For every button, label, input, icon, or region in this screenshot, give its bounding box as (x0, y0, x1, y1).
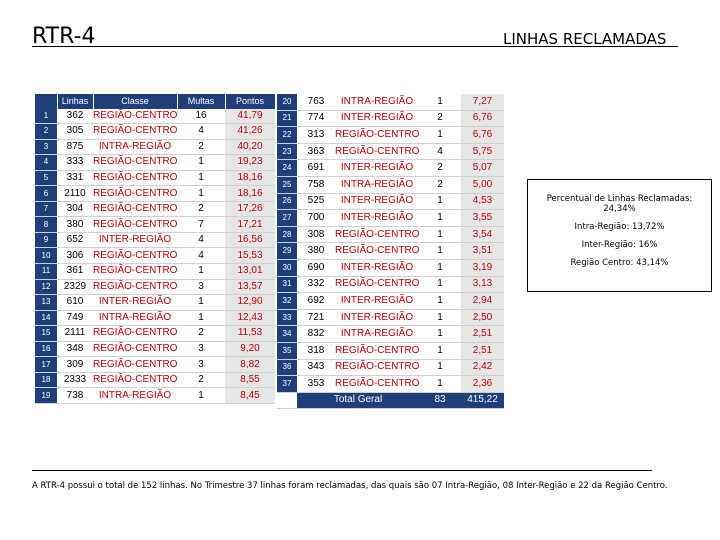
row-classe: INTER-REGIÃO (335, 160, 419, 177)
row-classe: REGIÃO-CENTRO (93, 201, 177, 217)
row-index: 9 (35, 232, 57, 248)
row-linha: 525 (297, 193, 335, 210)
row-linha: 758 (297, 176, 335, 193)
row-index: 35 (277, 342, 297, 359)
row-pontos: 18,16 (225, 186, 275, 202)
table-row (277, 342, 504, 359)
row-pontos: 13,57 (225, 279, 275, 295)
table-row (277, 94, 504, 110)
table-row (35, 201, 275, 217)
row-classe: REGIÃO-CENTRO (335, 143, 419, 160)
row-classe: REGIÃO-CENTRO (335, 359, 419, 376)
row-linha: 2111 (57, 326, 93, 342)
row-pontos: 2,94 (461, 293, 504, 310)
row-linha: 331 (57, 170, 93, 186)
row-classe: REGIÃO-CENTRO (93, 279, 177, 295)
table-row (35, 279, 275, 295)
row-multas: 2 (419, 176, 461, 193)
total-pontos: 415,22 (461, 392, 504, 409)
row-index: 6 (35, 186, 57, 202)
row-index: 21 (277, 110, 297, 127)
percentage-box (527, 179, 712, 292)
row-multas: 1 (419, 342, 461, 359)
row-linha: 348 (57, 341, 93, 357)
row-linha: 353 (297, 376, 335, 393)
row-multas: 4 (177, 232, 225, 248)
row-classe: REGIÃO-CENTRO (335, 276, 419, 293)
table-row (277, 160, 504, 177)
row-classe: INTER-REGIÃO (93, 232, 177, 248)
table-row (35, 124, 275, 140)
row-multas: 4 (177, 124, 225, 140)
row-multas: 1 (419, 259, 461, 276)
row-linha: 690 (297, 259, 335, 276)
row-linha: 2333 (57, 372, 93, 388)
row-index: 29 (277, 243, 297, 260)
table-row (35, 232, 275, 248)
row-index: 5 (35, 170, 57, 186)
row-multas: 1 (419, 376, 461, 393)
row-pontos: 12,90 (225, 295, 275, 311)
row-multas: 4 (419, 143, 461, 160)
row-classe: INTER-REGIÃO (335, 193, 419, 210)
row-pontos: 17,26 (225, 201, 275, 217)
row-linha: 832 (297, 326, 335, 343)
row-linha: 332 (297, 276, 335, 293)
row-multas: 1 (419, 309, 461, 326)
header-linhas: Linhas (57, 94, 93, 109)
row-classe: REGIÃO-CENTRO (93, 124, 177, 140)
row-pontos: 8,82 (225, 357, 275, 373)
row-index: 27 (277, 210, 297, 227)
table-row (35, 310, 275, 326)
row-linha: 313 (297, 127, 335, 144)
table-row (277, 293, 504, 310)
row-multas: 1 (419, 326, 461, 343)
table-row (35, 341, 275, 357)
row-classe: REGIÃO-CENTRO (93, 372, 177, 388)
row-index: 16 (35, 341, 57, 357)
row-pontos: 2,42 (461, 359, 504, 376)
table-row (35, 155, 275, 171)
row-linha: 305 (57, 124, 93, 140)
row-multas: 1 (419, 193, 461, 210)
row-linha: 361 (57, 264, 93, 280)
row-multas: 2 (177, 372, 225, 388)
row-pontos: 17,21 (225, 217, 275, 233)
row-multas: 1 (177, 310, 225, 326)
row-index: 8 (35, 217, 57, 233)
row-index: 19 (35, 388, 57, 404)
row-linha: 875 (57, 139, 93, 155)
row-index: 14 (35, 310, 57, 326)
row-index: 12 (35, 279, 57, 295)
table-row (277, 127, 504, 144)
total-index (277, 392, 297, 409)
row-classe: INTRA-REGIÃO (335, 176, 419, 193)
row-linha: 610 (57, 295, 93, 311)
row-index: 37 (277, 376, 297, 393)
table-row (277, 309, 504, 326)
percentage-inter: Inter-Região: 16% (581, 240, 658, 250)
row-linha: 692 (297, 293, 335, 310)
row-multas: 1 (419, 226, 461, 243)
complaints-table-left (35, 94, 276, 404)
table-row (277, 176, 504, 193)
row-classe: INTER-REGIÃO (93, 295, 177, 311)
row-linha: 309 (57, 357, 93, 373)
table-row (277, 359, 504, 376)
row-pontos: 19,23 (225, 155, 275, 171)
row-pontos: 3,51 (461, 243, 504, 260)
row-linha: 738 (57, 388, 93, 404)
footer-text: A RTR-4 possui o total de 152 linhas. No Trimestre 37 linhas foram reclamadas, das quais são 07 Intra-Região, 08 Inter-Região e 22 da Região Centro. (32, 481, 668, 491)
percentage-centro: Região Centro: 43,14% (570, 258, 669, 268)
table-row (35, 248, 275, 264)
row-multas: 2 (419, 160, 461, 177)
row-multas: 1 (419, 243, 461, 260)
row-classe: REGIÃO-CENTRO (335, 127, 419, 144)
row-pontos: 6,76 (461, 127, 504, 144)
row-pontos: 7,27 (461, 94, 504, 110)
row-linha: 700 (297, 210, 335, 227)
row-classe: INTRA-REGIÃO (93, 310, 177, 326)
table-row (277, 193, 504, 210)
row-pontos: 2,36 (461, 376, 504, 393)
footer-divider (32, 470, 652, 471)
row-multas: 1 (419, 210, 461, 227)
row-multas: 1 (419, 94, 461, 110)
table-row (277, 210, 504, 227)
table-header-row (35, 94, 275, 109)
row-index: 18 (35, 372, 57, 388)
total-label: Total Geral (297, 392, 419, 409)
row-index: 26 (277, 193, 297, 210)
row-classe: REGIÃO-CENTRO (93, 248, 177, 264)
row-pontos: 15,53 (225, 248, 275, 264)
row-index: 22 (277, 127, 297, 144)
row-pontos: 16,56 (225, 232, 275, 248)
row-linha: 304 (57, 201, 93, 217)
row-pontos: 13,01 (225, 264, 275, 280)
table-row (35, 139, 275, 155)
table-row (277, 110, 504, 127)
table-row (35, 388, 275, 404)
row-index: 10 (35, 248, 57, 264)
row-multas: 1 (177, 388, 225, 404)
row-pontos: 4,53 (461, 193, 504, 210)
row-classe: INTER-REGIÃO (335, 309, 419, 326)
row-pontos: 5,00 (461, 176, 504, 193)
row-pontos: 3,19 (461, 259, 504, 276)
row-classe: INTER-REGIÃO (335, 110, 419, 127)
row-index: 33 (277, 309, 297, 326)
percentage-intra: Intra-Região: 13,72% (574, 222, 665, 232)
row-index: 23 (277, 143, 297, 160)
row-pontos: 5,75 (461, 143, 504, 160)
row-classe: REGIÃO-CENTRO (335, 226, 419, 243)
row-pontos: 8,45 (225, 388, 275, 404)
row-index: 28 (277, 226, 297, 243)
row-linha: 318 (297, 342, 335, 359)
table-row (35, 109, 275, 124)
row-index: 3 (35, 139, 57, 155)
row-multas: 1 (177, 264, 225, 280)
row-linha: 763 (297, 94, 335, 110)
row-linha: 343 (297, 359, 335, 376)
header-multas: Multas (177, 94, 225, 109)
row-pontos: 18,16 (225, 170, 275, 186)
page-title: RTR-4 (32, 24, 96, 49)
table-row (35, 186, 275, 202)
table-row (277, 276, 504, 293)
row-linha: 2110 (57, 186, 93, 202)
row-pontos: 40,20 (225, 139, 275, 155)
row-classe: REGIÃO-CENTRO (93, 326, 177, 342)
row-classe: REGIÃO-CENTRO (93, 341, 177, 357)
row-pontos: 3,55 (461, 210, 504, 227)
row-linha: 2329 (57, 279, 93, 295)
table-row (35, 264, 275, 280)
row-classe: INTER-REGIÃO (335, 293, 419, 310)
row-linha: 308 (297, 226, 335, 243)
row-index: 11 (35, 264, 57, 280)
complaints-table-right (277, 94, 504, 409)
row-multas: 2 (177, 201, 225, 217)
row-pontos: 41,79 (225, 109, 275, 124)
table-row (277, 326, 504, 343)
row-multas: 1 (419, 276, 461, 293)
row-multas: 1 (177, 186, 225, 202)
row-multas: 1 (177, 170, 225, 186)
row-multas: 2 (419, 110, 461, 127)
row-pontos: 6,76 (461, 110, 504, 127)
table-row (35, 372, 275, 388)
row-pontos: 2,50 (461, 309, 504, 326)
row-classe: REGIÃO-CENTRO (335, 376, 419, 393)
row-linha: 362 (57, 109, 93, 124)
row-multas: 3 (177, 341, 225, 357)
table-row (35, 170, 275, 186)
row-index: 32 (277, 293, 297, 310)
table-row (277, 376, 504, 393)
row-classe: REGIÃO-CENTRO (93, 357, 177, 373)
table-row (277, 226, 504, 243)
row-linha: 749 (57, 310, 93, 326)
row-classe: INTRA-REGIÃO (93, 139, 177, 155)
row-pontos: 41,26 (225, 124, 275, 140)
row-classe: INTRA-REGIÃO (93, 388, 177, 404)
row-classe: REGIÃO-CENTRO (335, 342, 419, 359)
row-multas: 1 (419, 127, 461, 144)
header-pontos: Pontos (225, 94, 275, 109)
row-pontos: 5,07 (461, 160, 504, 177)
row-multas: 1 (419, 359, 461, 376)
row-classe: REGIÃO-CENTRO (93, 109, 177, 124)
row-linha: 652 (57, 232, 93, 248)
row-linha: 363 (297, 143, 335, 160)
row-pontos: 3,54 (461, 226, 504, 243)
row-linha: 380 (57, 217, 93, 233)
row-multas: 1 (177, 155, 225, 171)
row-index: 30 (277, 259, 297, 276)
row-index: 4 (35, 155, 57, 171)
row-index: 25 (277, 176, 297, 193)
row-classe: REGIÃO-CENTRO (93, 264, 177, 280)
row-pontos: 2,51 (461, 326, 504, 343)
table-row (35, 295, 275, 311)
row-pontos: 3,13 (461, 276, 504, 293)
row-classe: INTRA-REGIÃO (335, 326, 419, 343)
row-index: 24 (277, 160, 297, 177)
row-index: 31 (277, 276, 297, 293)
table-row (277, 243, 504, 260)
percentage-title: Percentual de Linhas Reclamadas: 24,34% (546, 194, 693, 214)
row-classe: REGIÃO-CENTRO (335, 243, 419, 260)
row-multas: 7 (177, 217, 225, 233)
row-index: 34 (277, 326, 297, 343)
total-multas: 83 (419, 392, 461, 409)
row-pontos: 8,55 (225, 372, 275, 388)
row-linha: 333 (57, 155, 93, 171)
row-classe: INTER-REGIÃO (335, 259, 419, 276)
table-row (35, 217, 275, 233)
header-classe: Classe (93, 94, 177, 109)
row-linha: 774 (297, 110, 335, 127)
row-index: 17 (35, 357, 57, 373)
table-row (35, 326, 275, 342)
table-row (35, 357, 275, 373)
row-index: 13 (35, 295, 57, 311)
row-index: 2 (35, 124, 57, 140)
row-multas: 2 (177, 326, 225, 342)
row-classe: REGIÃO-CENTRO (93, 186, 177, 202)
row-pontos: 11,53 (225, 326, 275, 342)
row-index: 36 (277, 359, 297, 376)
row-classe: INTRA-REGIÃO (335, 94, 419, 110)
row-multas: 4 (177, 248, 225, 264)
row-multas: 1 (419, 293, 461, 310)
row-classe: INTER-REGIÃO (335, 210, 419, 227)
row-pontos: 9,20 (225, 341, 275, 357)
row-multas: 3 (177, 279, 225, 295)
row-index: 7 (35, 201, 57, 217)
row-linha: 306 (57, 248, 93, 264)
row-multas: 3 (177, 357, 225, 373)
page-subtitle: LINHAS RECLAMADAS (503, 30, 667, 48)
row-pontos: 12,43 (225, 310, 275, 326)
row-linha: 721 (297, 309, 335, 326)
row-index: 20 (277, 94, 297, 110)
row-index: 1 (35, 109, 57, 124)
row-multas: 16 (177, 109, 225, 124)
row-multas: 1 (177, 295, 225, 311)
table-row (277, 143, 504, 160)
row-classe: REGIÃO-CENTRO (93, 217, 177, 233)
header-index (35, 94, 57, 109)
row-pontos: 2,51 (461, 342, 504, 359)
row-linha: 380 (297, 243, 335, 260)
row-classe: REGIÃO-CENTRO (93, 155, 177, 171)
row-index: 15 (35, 326, 57, 342)
row-linha: 691 (297, 160, 335, 177)
row-multas: 2 (177, 139, 225, 155)
total-row (277, 392, 504, 409)
row-classe: REGIÃO-CENTRO (93, 170, 177, 186)
table-row (277, 259, 504, 276)
